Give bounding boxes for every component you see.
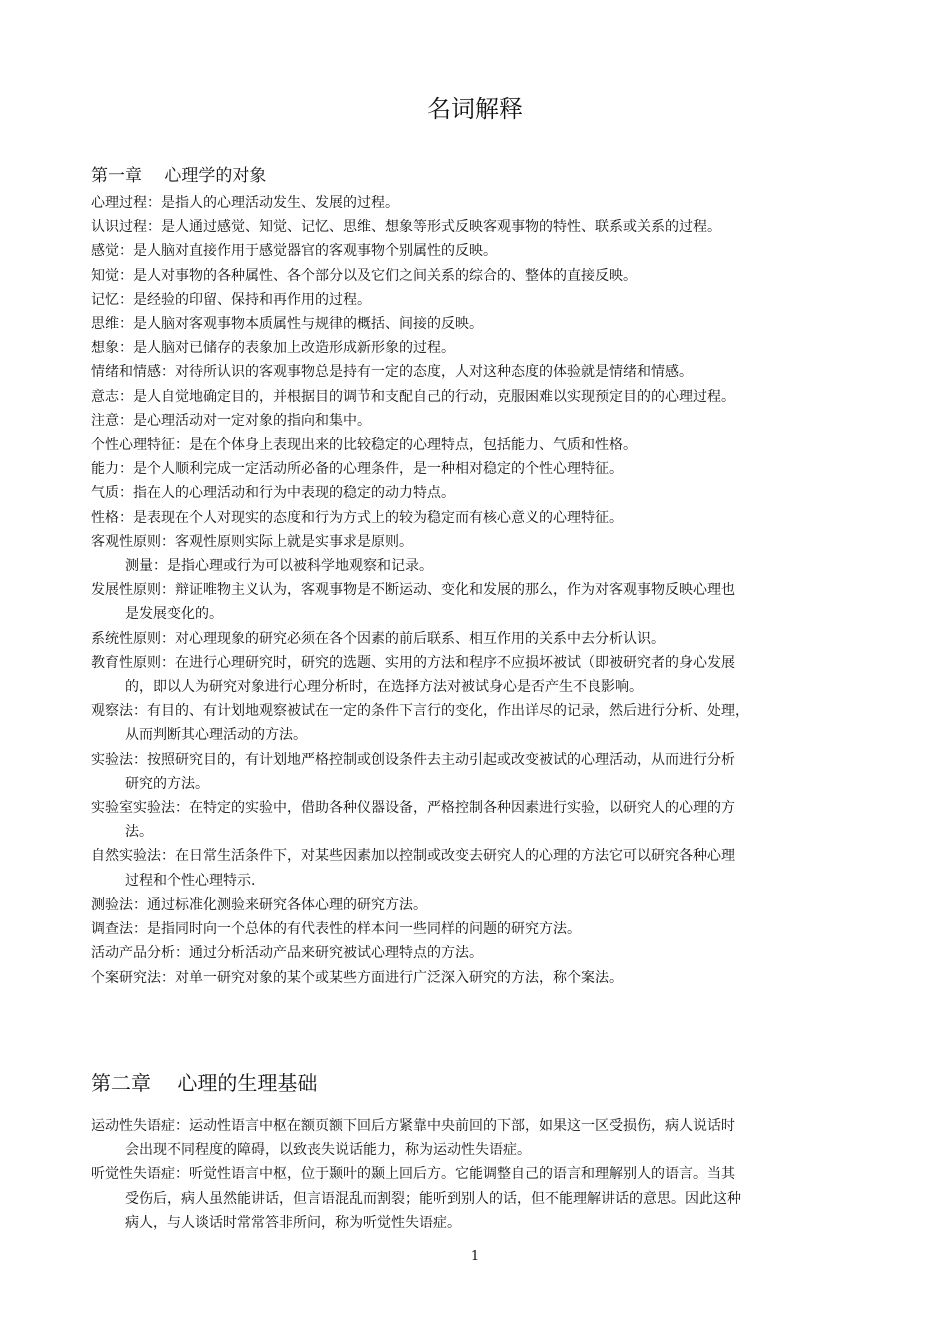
definition-entry: [91, 651, 863, 699]
page-number: 1: [470, 1249, 480, 1264]
definition-entry: [91, 336, 863, 360]
definition-line: 客观性原则：客观性原则实际上就是实事求是原则。: [91, 533, 413, 550]
definition-line: 研究的方法。: [125, 775, 209, 792]
definition-line: 个性心理特征：是在个体身上表现出来的比较稳定的心理特点，包括能力、气质和性格。: [91, 437, 637, 454]
definition-entry: [91, 844, 863, 892]
definition-entry: [91, 385, 863, 409]
definition-line: 受伤后，病人虽然能讲话，但言语混乱而割裂；能听到别人的话，但不能理解讲话的意思。因此这种: [125, 1190, 741, 1207]
definition-entry: [91, 627, 863, 651]
definition-entry: [91, 748, 863, 796]
definition-line: 法。: [125, 824, 153, 841]
chapter-2-entries: [91, 1114, 863, 1235]
definition-entry: [91, 506, 863, 530]
definition-entry: [91, 264, 863, 288]
definition-entry: [91, 966, 863, 990]
definition-entry: [91, 481, 863, 505]
definition-entry: [91, 796, 863, 844]
definition-line: 测验法：通过标准化测验来研究各体心理的研究方法。: [91, 896, 427, 913]
definition-entry: [91, 530, 863, 554]
definition-entry: [91, 941, 863, 965]
definition-line: 教育性原则：在进行心理研究时，研究的选题、实用的方法和程序不应损坏被试（即被研究者的身心发展: [91, 654, 735, 671]
definition-line: 听觉性失语症：听觉性语言中枢，位于颞叶的颞上回后方。它能调整自己的语言和理解别人的语言。当其: [91, 1166, 735, 1183]
definition-entry: [91, 433, 863, 457]
definition-line: 过程和个性心理特示.: [125, 872, 256, 889]
definition-line: 感觉：是人脑对直接作用于感觉器官的客观事物个别属性的反映。: [91, 243, 497, 260]
definition-line: 性格：是表现在个人对现实的态度和行为方式上的较为稳定而有核心意义的心理特征。: [91, 509, 623, 526]
definition-line: 会出现不同程度的障碍，以致丧失说话能力，称为运动性失语症。: [125, 1142, 531, 1159]
definition-line: 个案研究法：对单一研究对象的某个或某些方面进行广泛深入研究的方法，称个案法。: [91, 969, 623, 986]
definition-entry: [91, 360, 863, 384]
definition-entry: [91, 893, 863, 917]
chapter-2-title: 第二章 心理的生理基础: [91, 1071, 318, 1095]
definition-line: 调查法：是指同时向一个总体的有代表性的样本问一些同样的问题的研究方法。: [91, 921, 581, 938]
definition-entry: [91, 457, 863, 481]
definition-line: 气质：指在人的心理活动和行为中表现的稳定的动力特点。: [91, 485, 455, 502]
definition-line: 想象：是人脑对已储存的表象加上改造形成新形象的过程。: [91, 340, 455, 357]
definition-line: 认识过程：是人通过感觉、知觉、记忆、思维、想象等形式反映客观事物的特性、联系或关系的过程。: [91, 219, 721, 236]
chapter-1-entries: [91, 191, 863, 990]
definition-entry: [91, 409, 863, 433]
definition-line: 情绪和情感：对待所认识的客观事物总是持有一定的态度，人对这种态度的体验就是情绪和情感。: [91, 364, 693, 381]
definition-entry: [91, 1114, 863, 1162]
definition-entry: [91, 699, 863, 747]
definition-line: 实验法：按照研究目的，有计划地严格控制或创设条件去主动引起或改变被试的心理活动，从而进行分析: [91, 751, 735, 768]
definition-line: 系统性原则：对心理现象的研究必须在各个因素的前后联系、相互作用的关系中去分析认识。: [91, 630, 665, 647]
definition-line: 运动性失语症：运动性语言中枢在额页额下回后方紧靠中央前回的下部，如果这一区受损伤，病人说话时: [91, 1118, 735, 1134]
definition-line: 发展性原则：辩证唯物主义认为，客观事物是不断运动、变化和发展的那么，作为对客观事物反映心理也: [91, 582, 735, 599]
chapter-1-title: 第一章 心理学的对象: [91, 166, 267, 186]
definition-entry: [91, 239, 863, 263]
definition-entry: [91, 288, 863, 312]
definition-line: 从而判断其心理活动的方法。: [125, 727, 307, 744]
definition-entry: [91, 1162, 863, 1235]
definition-line: 实验室实验法：在特定的实验中，借助各种仪器设备，严格控制各种因素进行实验，以研究人的心理的方: [91, 800, 735, 817]
definition-entry: [91, 917, 863, 941]
definition-entry: [91, 578, 863, 626]
definition-entry: [91, 554, 863, 578]
definition-entry: [91, 312, 863, 336]
definition-line: 测量：是指心理或行为可以被科学地观察和记录。: [125, 558, 433, 575]
definition-line: 自然实验法：在日常生活条件下，对某些因素加以控制或改变去研究人的心理的方法它可以研究各种心理: [91, 848, 735, 865]
definition-line: 是发展变化的。: [125, 606, 223, 623]
definition-line: 知觉：是人对事物的各种属性、各个部分以及它们之间关系的综合的、整体的直接反映。: [91, 267, 637, 284]
definition-line: 活动产品分析：通过分析活动产品来研究被试心理特点的方法。: [91, 945, 483, 962]
document-title: 名词解释: [427, 95, 523, 123]
definition-line: 能力：是个人顺利完成一定活动所必备的心理条件，是一种相对稳定的个性心理特征。: [91, 461, 623, 478]
definition-entry: [91, 191, 863, 215]
definition-line: 思维：是人脑对客观事物本质属性与规律的概括、间接的反映。: [91, 316, 483, 333]
definition-line: 观察法：有目的、有计划地观察被试在一定的条件下言行的变化，作出详尽的记录，然后进行分析、处理，: [91, 703, 749, 720]
definition-line: 意志：是人自觉地确定目的，并根据目的调节和支配自己的行动，克服困难以实现预定目的的心理过程。: [91, 388, 735, 405]
definition-line: 心理过程：是指人的心理活动发生、发展的过程。: [91, 195, 399, 211]
definition-line: 注意：是心理活动对一定对象的指向和集中。: [91, 412, 371, 429]
definition-entry: [91, 215, 863, 239]
definition-line: 的，即以人为研究对象进行心理分析时，在选择方法对被试身心是否产生不良影响。: [125, 679, 643, 696]
definition-line: 记忆：是经验的印留、保持和再作用的过程。: [91, 291, 371, 308]
definition-line: 病人，与人谈话时常常答非所问，称为听觉性失语症。: [125, 1214, 461, 1231]
